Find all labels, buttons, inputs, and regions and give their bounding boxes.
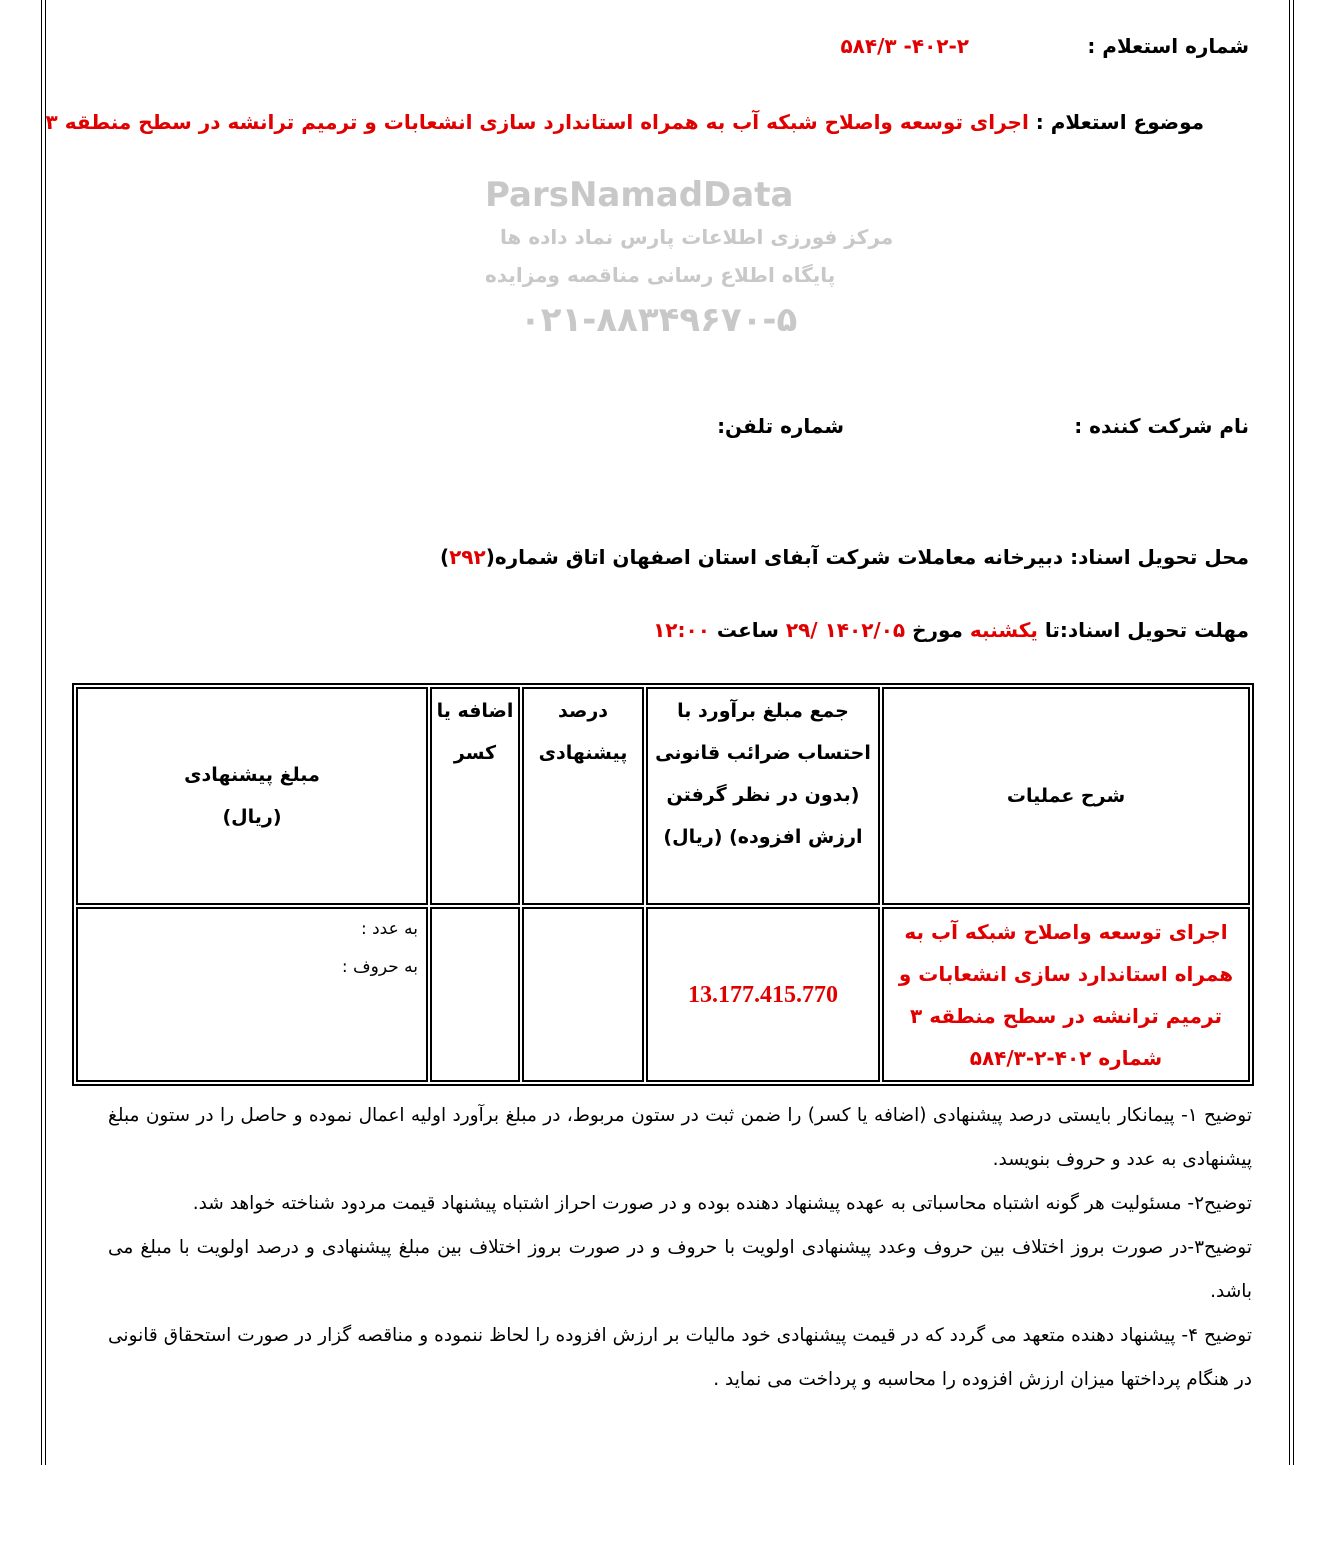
dated-label: مورخ (912, 618, 963, 642)
delivery-place (440, 545, 1249, 569)
in-numbers-label: به عدد : (360, 919, 418, 939)
row-estimate: 13.177.415.770 (646, 907, 880, 1082)
subject-label: موضوع استعلام : (1035, 110, 1204, 134)
amount-label: مبلغ پیشنهادی (184, 764, 320, 786)
deadline-day: یکشنبه (969, 618, 1038, 642)
header-percent: درصد پیشنهادی (522, 687, 644, 905)
in-words-label: به حروف : (341, 957, 418, 977)
row-amount[interactable] (76, 907, 428, 1082)
deadline-time: ۱۲:۰۰ (653, 618, 710, 642)
table-row (76, 907, 1250, 1082)
deadline-label: مهلت تحویل اسناد:تا (1044, 618, 1249, 642)
inquiry-number: ۴۰۲-۲- ۵۸۴/۳ (840, 34, 969, 58)
watermark-phone: ۰۲۱-۸۸۳۴۹۶۷۰-۵ (520, 300, 798, 340)
deadline (653, 618, 1249, 642)
note-2: توضیح۲- مسئولیت هر گونه اشتباه محاسباتی به عهده پیشنهاد دهنده بوده و در صورت احراز اشتباه پیشنهاد قیمت مردود شناخته خواهد شد. (192, 1193, 1252, 1214)
company-name-label: نام شرکت کننده : (1074, 414, 1249, 438)
amount-unit: (ریال) (222, 806, 282, 828)
header-estimate: جمع مبلغ برآورد با احتساب ضرائب قانونی (بدون در نظر گرفتن ارزش افزوده) (ریال) (646, 687, 880, 905)
time-label: ساعت (716, 618, 779, 642)
note-3: توضیح۳-در صورت بروز اختلاف بین حروف وعدد پیشنهادی اولویت با حروف و در صورت بروز اختلاف بین مبلغ پیشنهادی و درصد اولویت با مبلغ می باشد. (108, 1237, 1252, 1302)
watermark-line1: مرکز فورزی اطلاعات پارس نماد داده ها (500, 225, 894, 249)
inquiry-number-label: شماره استعلام : (1087, 34, 1249, 58)
paren: ) (439, 545, 450, 569)
row-description: اجرای توسعه واصلاح شبکه آب به همراه استاندارد سازی انشعابات و ترمیم ترانشه در سطح منطقه ۳ شماره ۴۰۲-۲-۵۸۴/۳ (882, 907, 1250, 1082)
watermark-brand: ParsNamadData (485, 175, 794, 215)
pricing-table (72, 683, 1254, 1086)
left-border (41, 0, 46, 1465)
note-1: توضیح ۱- پیمانکار بایستی درصد پیشنهادی (اضافه یا کسر) را ضمن ثبت در ستون مربوط، در مبلغ برآورد اولیه اعمال نموده و حاصل را در ستون مبلغ پیشنهادی به عدد و حروف بنویسد. (108, 1105, 1252, 1170)
notes (108, 1094, 1252, 1402)
header-add-sub: اضافه یا کسر (430, 687, 520, 905)
phone-label: شماره تلفن: (717, 414, 844, 438)
row-add-sub-input[interactable] (430, 907, 520, 1082)
subject-text: اجرای توسعه واصلاح شبکه آب به همراه استاندارد سازی انشعابات و ترمیم ترانشه در سطح منطقه ۳ (45, 110, 1029, 134)
watermark (480, 175, 900, 375)
right-border (1289, 0, 1294, 1465)
header-amount (76, 687, 428, 905)
header-description: شرح عملیات (882, 687, 1250, 905)
row-percent-input[interactable] (522, 907, 644, 1082)
note-4: توضیح ۴- پیشنهاد دهنده متعهد می گردد که در قیمت پیشنهادی خود مالیات بر ارزش افزوده را لحاظ ننموده و مناقصه گزار در صورت استحقاق قانونی در هنگام پرداختها میزان ارزش افزوده را محاسبه و پرداخت می نماید . (108, 1325, 1252, 1390)
deadline-date: ۱۴۰۲/۰۵ /۲۹ (785, 618, 906, 642)
delivery-place-text: محل تحویل اسناد: دبیرخانه معاملات شرکت آبفای استان اصفهان اتاق شماره( (485, 545, 1249, 569)
room-number: ۲۹۲ (449, 545, 486, 569)
table-header-row (76, 687, 1250, 905)
subject-line (46, 110, 1204, 134)
watermark-line2: پایگاه اطلاع رسانی مناقصه ومزایده (485, 263, 836, 287)
